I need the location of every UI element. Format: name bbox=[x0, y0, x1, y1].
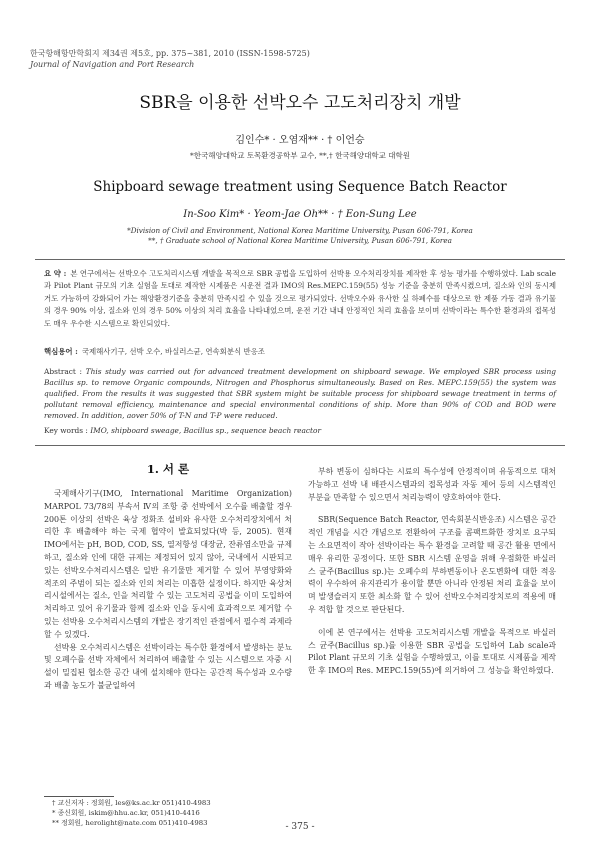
journal-name: Journal of Navigation and Port Research bbox=[30, 60, 195, 69]
paper-title-english: Shipboard sewage treatment using Sequence Batch Reactor bbox=[93, 179, 507, 195]
abstract-english-text: This study was carried out for advanced treatment development on shipboard sewage. We employed SBR process using Bacillus sp. to remove Organic compounds, Nitrogen and Phosphorus simultaneously. Based on Res. MEPC.159(55) the system was qualified. From the results it was suggested that SBR system might be suitable process for shipboard sewage treatment in terms of pollutant removal efficiency, maintenance and special environmental conditions of ship. More than 90% of COD and BOD were removed. In addition, aover 50% of T-N and T-P were reduced. bbox=[44, 367, 556, 420]
abstract-korean bbox=[44, 268, 556, 330]
footnote-corresponding-author: † 교신저자 : 정회원, les@ks.ac.kr 051)410-4983 bbox=[52, 799, 211, 807]
page-number: - 375 - bbox=[285, 822, 315, 832]
footnote-author: ** 정회원, herolight@nate.com 051)410-4983 bbox=[52, 819, 208, 827]
abstract-english bbox=[44, 366, 556, 421]
divider-top bbox=[35, 259, 565, 260]
body-paragraph: 이에 본 연구에서는 선박용 고도처리시스템 개발을 목적으로 바실러스 균주(Bacillus sp.)를 이용한 SBR 공법을 도입하여 Lab scale과 Pilot Plant 규모의 기초 실험을 수행하였고, 이를 토대로 시제품을 제작한 후 IMO의 Res. MEPC.159(55)에 의거하여 그 성능을 확인하였다. bbox=[308, 627, 556, 676]
footnote-divider bbox=[44, 796, 114, 797]
keywords-korean-text: 국제해사기구, 선박 오수, 바실러스균, 연속회분식 반응조 bbox=[81, 347, 265, 356]
keywords-korean bbox=[44, 346, 556, 357]
paper-title-korean: SBR을 이용한 선박오수 고도처리장치 개발 bbox=[139, 93, 461, 113]
abstract-english-label: Abstract : bbox=[44, 367, 83, 376]
keywords-english-label: Key words : bbox=[44, 426, 88, 435]
divider-bottom bbox=[35, 445, 565, 446]
body-column-left bbox=[44, 488, 292, 693]
keywords-korean-label: 핵심용어 : bbox=[44, 347, 78, 356]
body-paragraph: SBR(Sequence Batch Reactor, 연속회분식반응조) 시스템은 공간적인 개념을 시간 개념으로 전환하여 구조를 콤팩트화한 장치로 요구되는 소요면적이 작아 선박이라는 특수 환경을 고려할 때 공간 활용 면에서 매우 유리한 공정이다. 또한 SBR 시스템 운영을 위해 우점화한 바실러스 균주(Bacillus sp.)는 오폐수의 부하변동이나 온도변화에 대한 적응력이 우수하여 유지관리가 용이할 뿐만 아니라 안정된 처리 효율을 보이며 발생슬러지 또한 최소화 할 수 있어 선박오수처리장치로의 적용에 매우 적합 할 것으로 판단된다. bbox=[308, 515, 556, 614]
body-paragraph: 부하 변동이 심하다는 시료의 특수성에 안정적이며 유동적으로 대처 가능하고 선박 내 배관시스템과의 접목성과 자동 제어 등의 시스템적인 부분을 만족할 수 있으면서 처리능력이 양호하여야 한다. bbox=[308, 467, 556, 502]
keywords-english bbox=[44, 426, 556, 435]
keywords-english-text: IMO, shipboard sweage, Bacillus sp., sequence beach reactor bbox=[90, 426, 321, 435]
authors-english: In-Soo Kim* · Yeom-Jae Oh** · † Eon-Sung Lee bbox=[183, 209, 417, 220]
journal-citation: 한국항해항만학회지 제34권 제5호, pp. 375~381, 2010 (ISSN-1598-5725) bbox=[30, 49, 310, 58]
body-column-right bbox=[308, 466, 556, 678]
body-paragraph: 국제해사기구(IMO, International Maritime Organization) MARPOL 73/78의 부속서 Ⅳ의 조항 중 선박에서 오수를 배출할 경우 200톤 이상의 선박은 육상 정화조 설비와 유사한 오수처리장치에서 처리한 후 배출해야 하는 국제 협약이 발효되었다(박 등, 2005). 현재 IMO에서는 pH, BOD, COD, SS, 열저항성 대장균, 잔류염소만을 규제하고, 질소와 인에 대한 규제는 제정되어 있지 않아, 국내에서 시판되고 있는 선박오수처리시스템은 일반 유기물만 제거할 수 있어 부영양화와 적조의 주범이 되는 질소와 인의 처리는 미흡한 실정이다. 하지만 육상처리시설에서는 질소, 인을 처리할 수 있는 고도처리 공법을 이미 도입하여 처리하고 있어 유기물과 함께 질소와 인을 동시에 효과적으로 제거할 수 있는 선박용 오수처리시스템의 개발은 장기적인 관점에서 필수적 과제라 할 수 있겠다. bbox=[44, 489, 292, 639]
affiliation-english-line: **, † Graduate school of National Korea Maritime University, Pusan 606-791, Korea bbox=[148, 236, 452, 245]
journal-header bbox=[30, 48, 310, 70]
body-paragraph: 선박용 오수처리시스템은 선박이라는 특수한 환경에서 발생하는 분뇨 및 오폐수를 선박 자체에서 처리하여 배출할 수 있는 시스템으로 자중 시설이 밀집된 협소한 공간 내에 설치해야 한다는 공간적 특수성과 오수량과 배출 농도가 불균일하여 bbox=[44, 642, 292, 690]
section-heading-introduction: 1. 서 론 bbox=[146, 462, 190, 476]
authors-korean: 김인수* · 오염재** · † 이언승 bbox=[235, 135, 365, 146]
footnote-author: * 종신회원, iskim@hhu.ac.kr, 051)410-4416 bbox=[52, 809, 200, 817]
abstract-korean-label: 요 약 : bbox=[44, 269, 67, 278]
affiliation-english bbox=[0, 226, 600, 246]
affiliation-korean: *한국해양대학교 토목환경공학부 교수, **,† 한국해양대학교 대학원 bbox=[189, 151, 411, 160]
affiliation-english-line: *Division of Civil and Environment, National Korea Maritime University, Pusan 606-791, Korea bbox=[127, 226, 473, 235]
abstract-korean-text: 본 연구에서는 선박오수 고도처리시스템 개발을 목적으로 SBR 공법을 도입하여 선박용 오수처리장치를 제작한 후 성능 평가를 수행하였다. Lab scale과 Pilot Plant 규모의 기초 실험을 토대로 제작한 시제품은 시운전 결과 IMO의 Res.MEPC.159(55) 성능 기준을 충분히 만족시켰으며, 질소와 인의 동시제거도 가능하여 강화되어 가는 해양환경기준을 충분히 만족시킬 수 있을 것으로 평가되었다. 선박오수와 유사한 실 하폐수를 대상으로 한 제품 가동 결과 유기물의 경우 90% 이상, 질소와 인의 경우 50% 이상의 처리 효율을 나타내었으며, 운전 기간 내내 안정적인 처리 효율을 보이며 선박이라는 특수한 환경과의 접목성도 매우 우수한 시스템으로 확인되었다. bbox=[44, 269, 557, 328]
